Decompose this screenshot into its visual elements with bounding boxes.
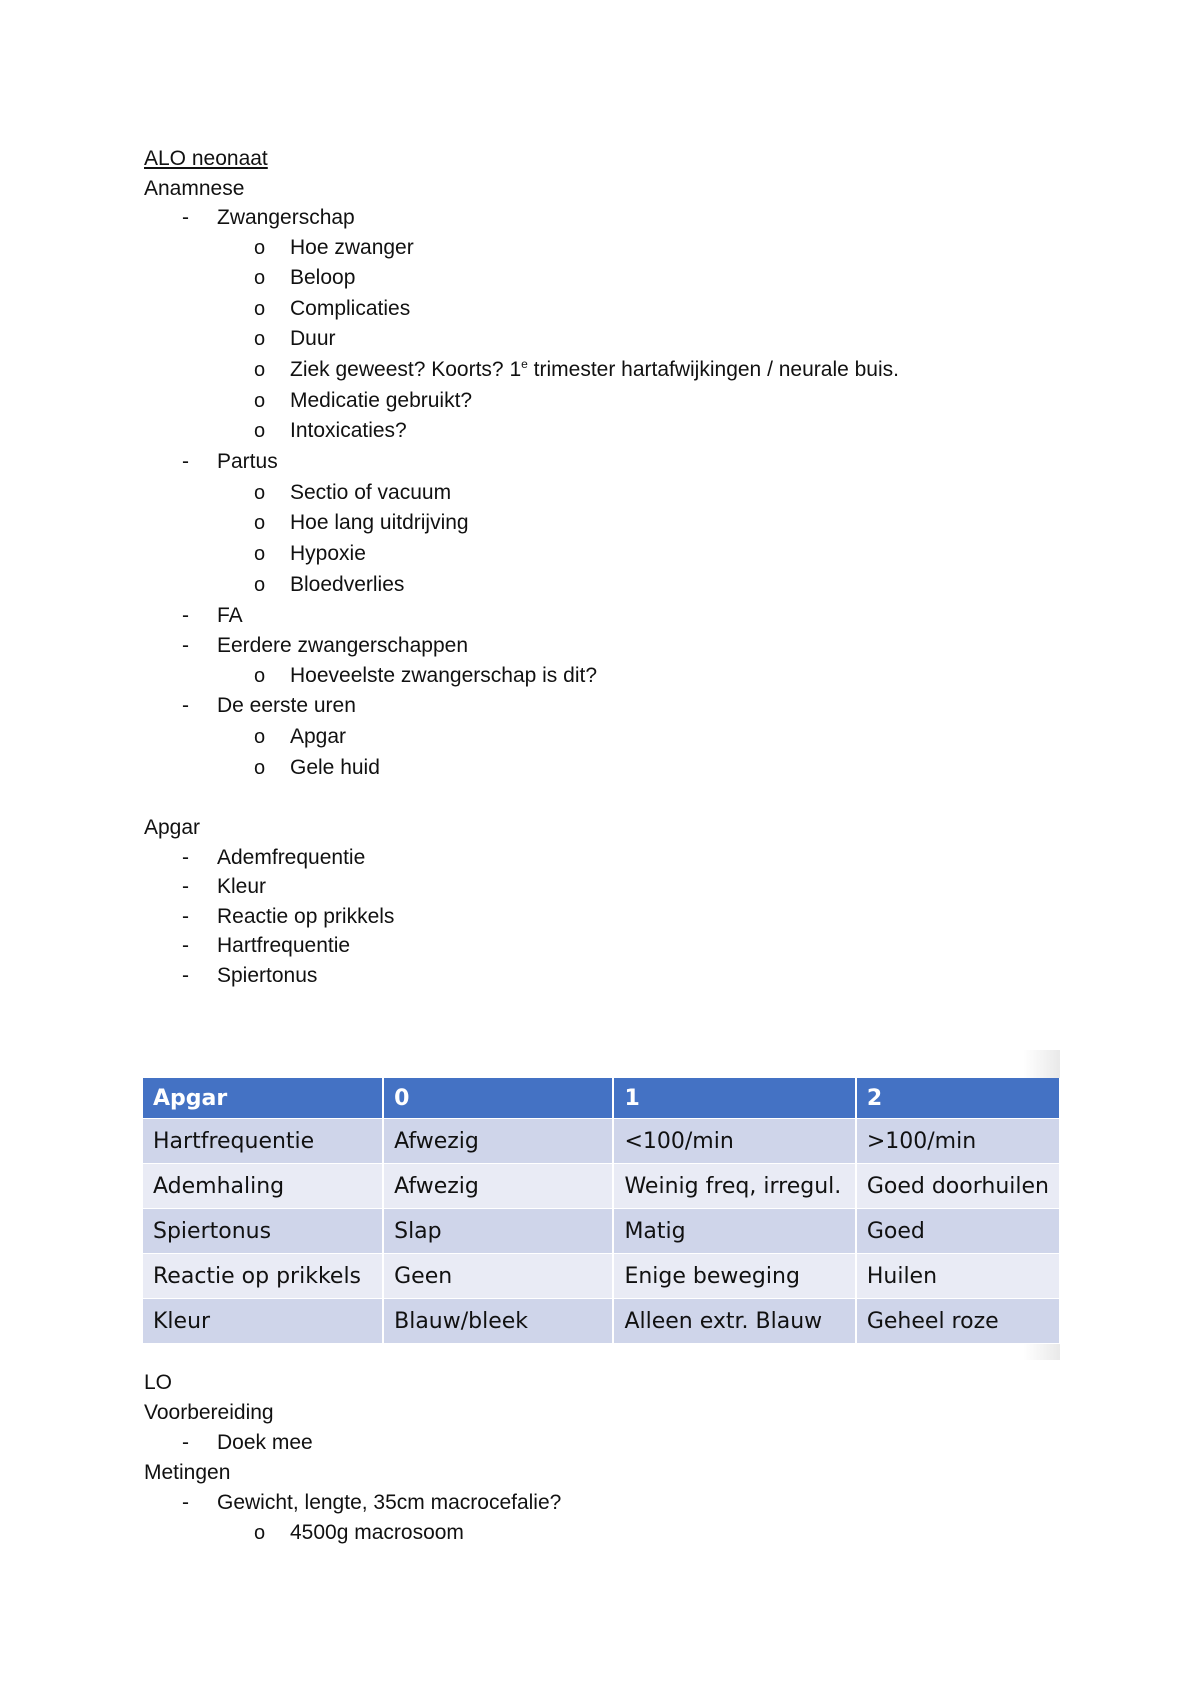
table-row [143, 1209, 1060, 1254]
table-cell: Weinig freq, irregul. [613, 1164, 855, 1209]
dash-marker: - [182, 964, 189, 987]
table-cell: Blauw/bleek [383, 1299, 613, 1344]
table-row [143, 1254, 1060, 1299]
table-header-cell: 1 [613, 1078, 855, 1119]
dash-marker: - [182, 1491, 189, 1514]
dash-marker: - [182, 634, 189, 657]
table-row [143, 1119, 1060, 1164]
dash-marker: - [182, 604, 189, 627]
bullet-marker: o [254, 359, 266, 381]
sub-list-item: Apgar [290, 725, 347, 748]
section-heading-apgar: Apgar [144, 816, 201, 839]
table-cell: Reactie op prikkels [143, 1254, 383, 1299]
bullet-marker: o [254, 482, 266, 504]
dash-marker: - [182, 694, 189, 717]
table-cell: Goed doorhuilen [856, 1164, 1060, 1209]
table-cell: Goed [856, 1209, 1060, 1254]
sub-list-item: Beloop [290, 266, 356, 289]
sub-list-item [290, 357, 899, 383]
bullet-marker: o [254, 1522, 266, 1544]
sub-list-item: Sectio of vacuum [290, 481, 452, 504]
bullet-marker: o [254, 757, 266, 779]
table-cell: Matig [613, 1209, 855, 1254]
table-row [143, 1164, 1060, 1209]
sub-list-item-text: Ziek geweest? Koorts? 1 [290, 358, 522, 381]
table-cell: Geen [383, 1254, 613, 1299]
bullet-marker: o [254, 390, 266, 412]
superscript: e [521, 357, 528, 371]
section-heading-anamnese: Anamnese [144, 177, 245, 200]
list-item: Reactie op prikkels [217, 905, 395, 928]
sub-list-item: Duur [290, 327, 336, 350]
sub-list-item: Hoe zwanger [290, 236, 414, 259]
bullet-marker: o [254, 267, 266, 289]
bullet-marker: o [254, 726, 266, 748]
table-header-cell: Apgar [143, 1078, 383, 1119]
bullet-marker: o [254, 328, 266, 350]
list-item-fa: FA [217, 604, 243, 627]
sub-list-item: Bloedverlies [290, 573, 405, 596]
table-header-row [143, 1078, 1060, 1119]
table-cell: Afwezig [383, 1119, 613, 1164]
section-heading-metingen: Metingen [144, 1461, 231, 1484]
apgar-table-image [143, 1050, 1060, 1360]
table-cell: <100/min [613, 1119, 855, 1164]
apgar-table [143, 1078, 1061, 1344]
table-header-cell: 0 [383, 1078, 613, 1119]
list-item: Ademfrequentie [217, 846, 366, 869]
table-cell: Geheel roze [856, 1299, 1060, 1344]
table-cell: >100/min [856, 1119, 1060, 1164]
document-title: ALO neonaat [144, 147, 268, 170]
bullet-marker: o [254, 574, 266, 596]
list-item-eerdere-zwangerschappen: Eerdere zwangerschappen [217, 634, 468, 657]
table-cell: Afwezig [383, 1164, 613, 1209]
list-item: Gewicht, lengte, 35cm macrocefalie? [217, 1491, 562, 1514]
bullet-marker: o [254, 420, 266, 442]
sub-list-item: Medicatie gebruikt? [290, 389, 473, 412]
list-item: Hartfrequentie [217, 934, 351, 957]
dash-marker: - [182, 905, 189, 928]
bullet-marker: o [254, 298, 266, 320]
table-cell: Huilen [856, 1254, 1060, 1299]
dash-marker: - [182, 450, 189, 473]
dash-marker: - [182, 875, 189, 898]
sub-list-item: Hypoxie [290, 542, 366, 565]
sub-list-item: 4500g macrosoom [290, 1521, 464, 1544]
list-item: Doek mee [217, 1431, 313, 1454]
bullet-marker: o [254, 512, 266, 534]
sub-list-item: Hoe lang uitdrijving [290, 511, 469, 534]
table-cell: Hartfrequentie [143, 1119, 383, 1164]
bullet-marker: o [254, 543, 266, 565]
section-heading-lo: LO [144, 1371, 173, 1394]
list-item-partus: Partus [217, 450, 278, 473]
list-item-eerste-uren: De eerste uren [217, 694, 356, 717]
bullet-marker: o [254, 665, 266, 687]
table-header-cell: 2 [856, 1078, 1060, 1119]
list-item: Spiertonus [217, 964, 318, 987]
section-heading-voorbereiding: Voorbereiding [144, 1401, 274, 1424]
bullet-marker: o [254, 237, 266, 259]
table-row [143, 1299, 1060, 1344]
table-cell: Kleur [143, 1299, 383, 1344]
table-cell: Enige beweging [613, 1254, 855, 1299]
dash-marker: - [182, 206, 189, 229]
list-item-zwangerschap: Zwangerschap [217, 206, 355, 229]
dash-marker: - [182, 846, 189, 869]
sub-list-item-text: trimester hartafwijkingen / neurale buis. [527, 358, 899, 381]
table-cell: Ademhaling [143, 1164, 383, 1209]
sub-list-item: Intoxicaties? [290, 419, 407, 442]
table-cell: Slap [383, 1209, 613, 1254]
table-cell: Alleen extr. Blauw [613, 1299, 855, 1344]
sub-list-item: Complicaties [290, 297, 411, 320]
list-item: Kleur [217, 875, 267, 898]
dash-marker: - [182, 934, 189, 957]
table-cell: Spiertonus [143, 1209, 383, 1254]
dash-marker: - [182, 1431, 189, 1454]
sub-list-item: Hoeveelste zwangerschap is dit? [290, 664, 598, 687]
sub-list-item: Gele huid [290, 756, 380, 779]
